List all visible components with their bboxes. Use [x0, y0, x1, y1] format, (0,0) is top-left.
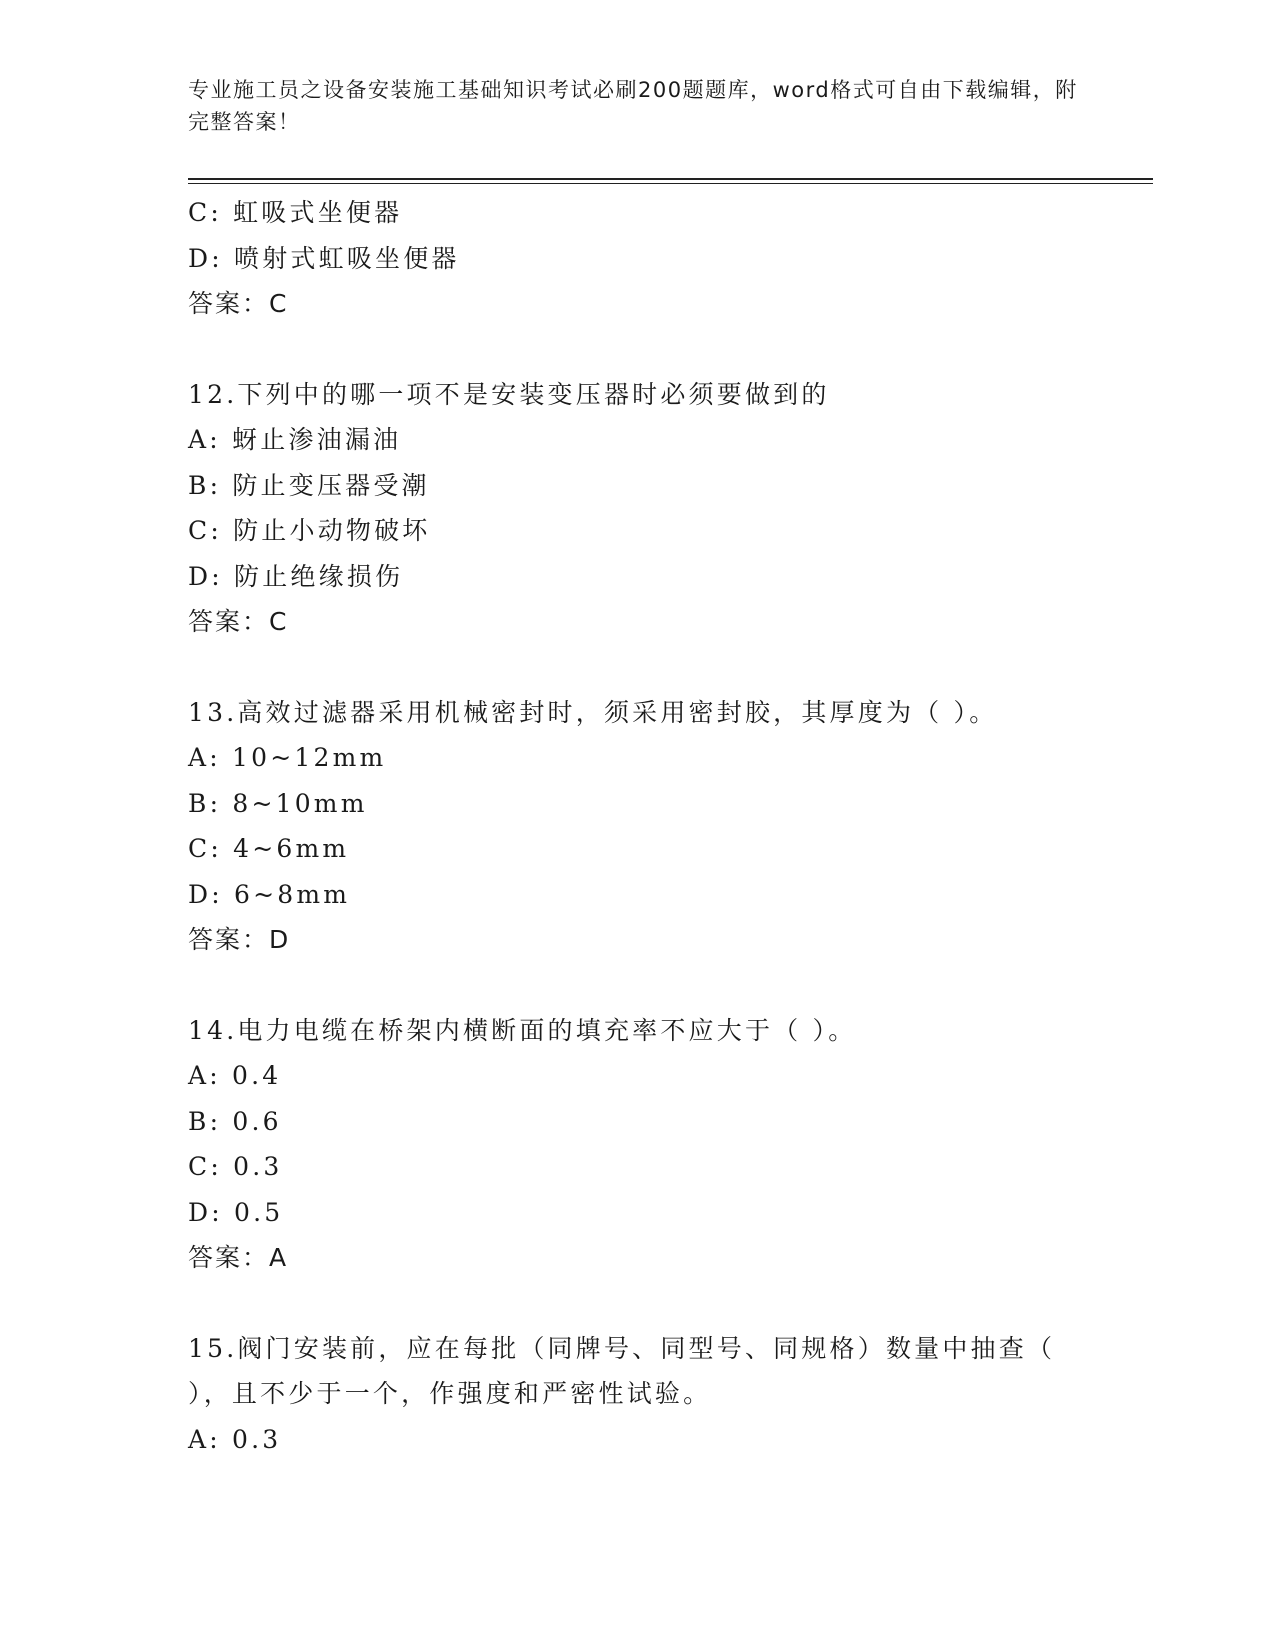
q14-option-b: B: 0.6	[188, 1106, 282, 1136]
question-list	[188, 190, 1088, 1462]
q13-option-d: D: 6~8mm	[188, 879, 351, 909]
q13-option-a: A: 10~12mm	[188, 743, 387, 772]
q13-option-c: C: 4~6mm	[188, 834, 350, 863]
q13-question: 13.高效过滤器采用机械密封时，须采用密封胶，其厚度为（ ）。	[188, 697, 998, 727]
document-header: 专业施工员之设备安装施工基础知识考试必刷200题题库，word格式可自由下载编辑，附完整答案！	[188, 78, 1078, 134]
q11-answer: 答案：C	[188, 289, 289, 318]
q14-question: 14.电力电缆在桥架内横断面的填充率不应大于（ ）。	[188, 1015, 857, 1045]
q12-option-d: D: 防止绝缘损伤	[188, 561, 404, 591]
q14-option-a: A: 0.4	[188, 1061, 282, 1090]
q13-answer: 答案：D	[188, 925, 291, 954]
q15-option-a: A: 0.3	[188, 1424, 282, 1454]
q15-question-line2: ），且不少于一个，作强度和严密性试验。	[188, 1379, 712, 1408]
header-divider	[188, 178, 1153, 180]
q14-answer: 答案：A	[188, 1243, 289, 1272]
q12-option-c: C: 防止小动物破坏	[188, 516, 431, 545]
header-divider-thin	[188, 183, 1153, 184]
q12-option-b: B: 防止变压器受潮	[188, 470, 430, 500]
q14-option-c: C: 0.3	[188, 1152, 283, 1181]
q14-option-d: D: 0.5	[188, 1197, 284, 1227]
q12-option-a: A: 蚜止渗油漏油	[188, 425, 402, 454]
q13-option-b: B: 8~10mm	[188, 788, 368, 818]
q12-question: 12.下列中的哪一项不是安装变压器时必须要做到的	[188, 379, 830, 409]
q11-option-c: C: 虹吸式坐便器	[188, 198, 403, 227]
q12-answer: 答案：C	[188, 607, 289, 636]
q15-question-line1: 15.阀门安装前，应在每批（同牌号、同型号、同规格）数量中抽查（	[188, 1333, 1056, 1363]
q11-option-d: D: 喷射式虹吸坐便器	[188, 243, 460, 273]
